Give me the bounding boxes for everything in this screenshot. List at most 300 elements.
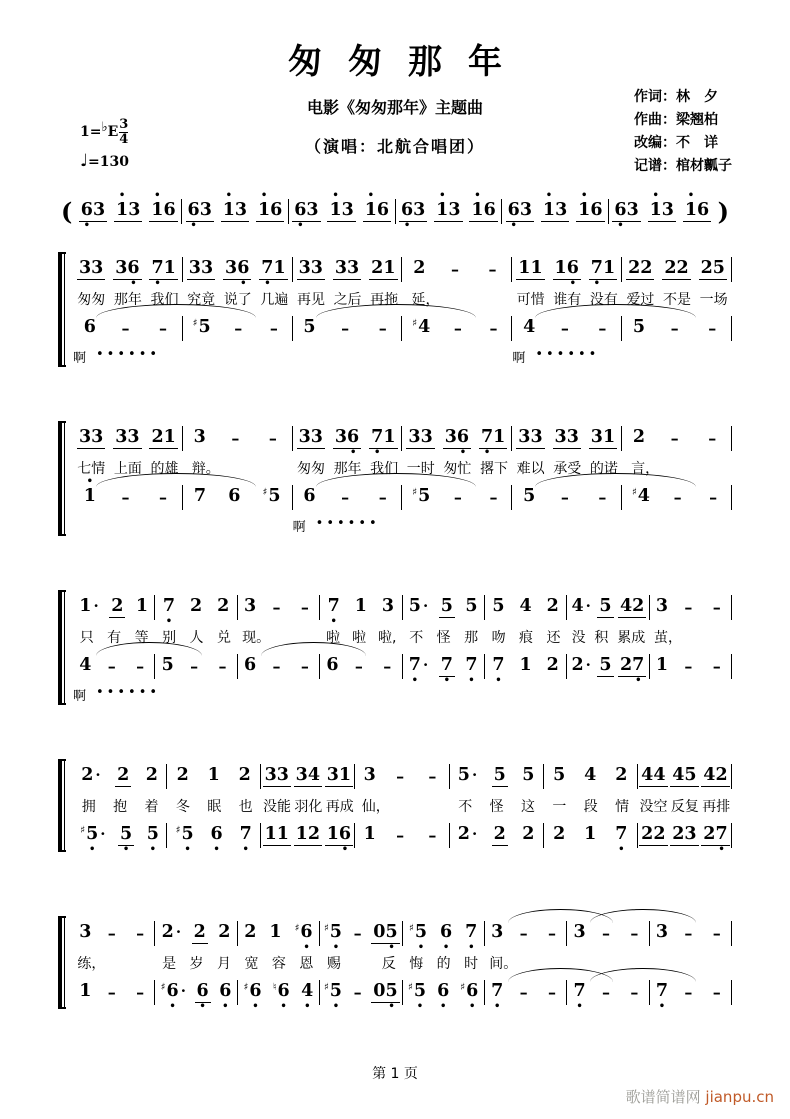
note-digit: 1 [363, 824, 376, 845]
sustain-dash: – [269, 318, 278, 338]
note-digit: 4 [79, 655, 92, 676]
note-digit: 2 [715, 764, 728, 785]
note-digit: 6 • [339, 824, 351, 846]
note-digit: 7 • [441, 655, 453, 677]
lyric-syllable [402, 796, 416, 816]
lyric-measure [485, 627, 567, 647]
note-cell [362, 765, 378, 787]
measure [73, 824, 166, 847]
lyric-syllable: 等 [134, 629, 149, 646]
note [715, 824, 727, 846]
lyric-syllable: 匆匆 [296, 460, 325, 477]
note [161, 981, 186, 1003]
note-digit: 3 [626, 199, 639, 220]
note-digit: 1 [354, 596, 367, 617]
lyric-syllable: 上面 [113, 460, 142, 477]
note-digit: 3 [79, 922, 92, 943]
measure [567, 655, 648, 678]
note [672, 824, 684, 846]
note-digit: 1 [493, 426, 506, 447]
measure [650, 922, 731, 944]
open-paren: ( [61, 196, 73, 226]
measure [638, 765, 731, 788]
note-cell [434, 200, 462, 223]
note-cell [517, 655, 533, 677]
lyric-syllable: 一场 [699, 291, 728, 308]
note-digit: 2 [81, 765, 94, 786]
note-cell [654, 596, 670, 618]
lyric-syllable [709, 458, 723, 478]
note-digit: 5 [465, 596, 478, 617]
note [147, 824, 159, 846]
note-cell [411, 258, 427, 280]
note-digit: 2 [640, 257, 653, 278]
lyric-syllable: 的雄 [150, 460, 179, 477]
note-digit: 3 [193, 427, 206, 448]
note-digit: 6 • [300, 922, 312, 944]
note [371, 427, 383, 449]
note-cell [216, 922, 232, 944]
sharp-icon: ♯ [631, 487, 637, 499]
note [79, 655, 91, 677]
lyric-syllable: 一时 [406, 460, 435, 477]
note-cell [174, 824, 196, 846]
sustain-dash: – [353, 923, 362, 943]
note [684, 765, 696, 787]
note [632, 486, 650, 508]
lyric-syllable: 再成 [325, 798, 354, 815]
lyric-measure [512, 458, 622, 478]
note-cell [192, 427, 208, 449]
note-cell [541, 200, 569, 223]
note [591, 258, 603, 280]
note-digit: 1 [383, 426, 396, 447]
note [664, 258, 676, 280]
augmentation-dot: · [422, 597, 429, 616]
note-cell [553, 427, 581, 450]
note-digit: 1 [530, 257, 543, 278]
note-cell [113, 258, 141, 281]
lyric-syllable: 承受 [553, 460, 582, 477]
sustain-dash: – [341, 318, 350, 338]
note [385, 922, 397, 944]
lyric-syllable [691, 627, 705, 647]
note [243, 981, 261, 1003]
measure [622, 427, 731, 449]
note [530, 258, 542, 280]
key-note: E [107, 124, 119, 141]
note-digit: 7 • [261, 258, 273, 280]
lyric-syllable: 抱 [113, 798, 128, 815]
note [385, 981, 397, 1003]
note [91, 427, 103, 449]
system-content [73, 759, 732, 852]
sustain-dash: – [670, 318, 679, 338]
note-cell [699, 258, 727, 281]
measure [238, 655, 319, 677]
note-digit: 7 • [632, 655, 644, 677]
score-header [58, 34, 732, 194]
note-digit: 2 [218, 922, 231, 943]
sustain-dash: – [159, 318, 168, 338]
lyric-measure [73, 627, 155, 647]
note-cell [322, 922, 344, 944]
note [382, 596, 394, 618]
note-digit: 6 • [188, 200, 200, 222]
note-digit: 3 [413, 199, 426, 220]
note [81, 765, 100, 787]
note [373, 922, 385, 944]
note-cell [492, 765, 508, 788]
note-digit: 1 [163, 257, 176, 278]
note-cell [77, 427, 105, 450]
lyric-measure [622, 289, 732, 309]
note-digit: 3 [310, 257, 323, 278]
note-digit: 2 [371, 257, 384, 278]
lyric-syllable [457, 289, 471, 309]
voice-line [73, 480, 732, 514]
note-digit: 7 • [715, 824, 727, 846]
note [653, 765, 665, 787]
note [115, 258, 127, 280]
note-cell [489, 922, 505, 944]
note-cell [597, 596, 613, 619]
note [151, 200, 163, 222]
note [200, 200, 212, 222]
note-digit: 3 [326, 764, 339, 785]
measure [261, 765, 354, 788]
lyric-syllable [302, 627, 316, 647]
note [164, 427, 176, 449]
note-cell [701, 824, 729, 847]
measure [155, 655, 236, 677]
note [377, 200, 389, 222]
note-cell [670, 765, 698, 788]
note-digit: 2 [546, 655, 559, 676]
note [458, 765, 477, 787]
note-cell [77, 596, 100, 618]
note [543, 200, 555, 222]
note-cell [670, 824, 698, 847]
note [146, 765, 158, 787]
note-digit: 3 [276, 764, 289, 785]
lyric-syllable: 赐 [326, 955, 341, 972]
lyric-measure [238, 627, 320, 647]
note-digit: 3 [655, 922, 668, 943]
lyric-syllable: 究竟 [187, 291, 216, 308]
note-digit: 1 [326, 823, 339, 844]
note-digit: 1 [79, 981, 92, 1002]
note-cell [263, 765, 291, 788]
note-digit: 6 [590, 199, 603, 220]
measure [403, 981, 484, 1003]
note-cell [77, 655, 93, 677]
note-cell [82, 317, 98, 339]
lyric-syllable: 说了 [223, 291, 252, 308]
sustain-dash: – [489, 318, 498, 338]
note-cell [520, 824, 536, 846]
sharp-icon: ♯ [323, 982, 329, 994]
note-cell [324, 655, 340, 677]
note [299, 258, 311, 280]
note-digit: 5 [522, 765, 535, 786]
sustain-dash: – [712, 656, 721, 676]
note-digit: 0 [373, 980, 386, 1001]
sustain-dash: – [673, 487, 682, 507]
note-digit: 5 • [330, 922, 342, 944]
note-digit: • 1 [650, 200, 662, 222]
note [327, 824, 339, 846]
note [656, 655, 668, 677]
note-cell [443, 427, 471, 450]
note-cell [159, 981, 188, 1003]
sustain-dash: – [548, 982, 557, 1002]
watermark-domain-link[interactable]: jianpu.cn [705, 1088, 774, 1106]
note [465, 596, 477, 618]
note [239, 765, 251, 787]
note-digit: 6 • [167, 981, 179, 1003]
note-digit: 4 [307, 764, 321, 785]
note [703, 824, 715, 846]
note [599, 655, 611, 677]
lyric-measure [512, 347, 622, 366]
system-bracket [58, 916, 66, 1009]
note [584, 765, 596, 787]
note-digit: 4 [653, 764, 666, 785]
note-cell [226, 486, 242, 508]
note-digit: 2 [493, 823, 506, 844]
note [633, 427, 645, 449]
time-numerator: 3 [119, 117, 129, 132]
note-cell [438, 922, 454, 944]
sustain-dash: – [136, 656, 145, 676]
note-digit: 3 [264, 764, 277, 785]
lyric-measure [167, 796, 261, 816]
measure [450, 824, 543, 847]
note-digit: 7 • [656, 981, 668, 1003]
sustain-dash: – [231, 428, 240, 448]
note [277, 824, 289, 846]
note [208, 765, 220, 787]
note [244, 655, 256, 677]
note [715, 765, 727, 787]
measure [355, 824, 448, 846]
note-digit: 5 • [330, 981, 342, 1003]
lyric-syllable: 七情 [77, 460, 106, 477]
sustain-dash: – [670, 428, 679, 448]
note-digit: 1 [163, 426, 176, 447]
note [484, 200, 496, 222]
note-digit: 5 [599, 595, 612, 616]
note-digit: 3 [243, 596, 257, 617]
measure [512, 258, 621, 281]
note-cell [406, 981, 428, 1003]
note-cell [371, 981, 399, 1004]
note-digit: • 1 [543, 200, 555, 222]
sharp-icon: ♯ [192, 318, 198, 330]
note [265, 765, 277, 787]
note-digit: 6 • [211, 824, 223, 846]
measure [567, 981, 648, 1003]
note-digit: 2 [145, 765, 158, 786]
measure [485, 596, 566, 618]
note-digit: 2 [111, 595, 124, 616]
lyric-syllable: 段 [583, 798, 598, 815]
note-digit: 6 • [508, 200, 520, 222]
note-cell [327, 200, 355, 223]
lyric-syllable: 再见 [296, 291, 325, 308]
note-digit: 2 [546, 596, 559, 617]
lyric-syllable: 时 [464, 955, 479, 972]
note-cell [571, 922, 587, 944]
lyric-syllable: 还 [546, 629, 561, 646]
note [620, 596, 632, 618]
note [662, 200, 674, 222]
note-digit: 6 [243, 655, 257, 676]
note-digit: 7 • [573, 981, 585, 1003]
note-cell [456, 824, 479, 846]
note-digit: 6 • [249, 981, 261, 1003]
system [58, 916, 732, 1009]
note-digit: 0 [373, 921, 386, 942]
lyric-measure [650, 627, 732, 647]
note [518, 258, 530, 280]
sustain-dash: – [268, 428, 277, 448]
note-cell [267, 922, 283, 944]
lyric-syllable: 辩。 [191, 460, 220, 477]
note-cell [363, 200, 391, 223]
lyric-line-upper [73, 286, 732, 311]
barline [731, 595, 732, 620]
system [58, 252, 732, 367]
note [584, 824, 596, 846]
measure [485, 922, 566, 944]
note [491, 922, 503, 944]
note [703, 765, 715, 787]
note-cell [192, 486, 208, 508]
note-cell [654, 981, 670, 1003]
note-cell [294, 765, 322, 788]
note [193, 317, 211, 339]
measure [638, 824, 731, 847]
note [571, 596, 590, 618]
sustain-dash: – [383, 656, 392, 676]
measure [183, 258, 292, 281]
lyric-syllable: 匆匆 [77, 291, 106, 308]
lyric-measure [403, 627, 485, 647]
lyric-syllable: 别 [162, 629, 177, 646]
note-cell [353, 596, 369, 618]
note-cell [149, 200, 177, 223]
lyric-syllable: 言， [631, 460, 660, 477]
note-cell [188, 596, 204, 618]
note-digit: 2 [161, 922, 174, 943]
note-cell [613, 824, 629, 846]
note-cell [322, 981, 344, 1003]
note [555, 200, 567, 222]
lyric-syllable: 撂下 [480, 460, 508, 477]
note-digit: 1 [383, 257, 396, 278]
note-digit: 6 • [466, 981, 478, 1003]
note [628, 258, 640, 280]
note [117, 765, 129, 787]
note [301, 981, 313, 1003]
measure [73, 258, 182, 281]
measure [650, 655, 731, 677]
note-cell [175, 765, 191, 787]
note-cell [569, 596, 592, 618]
note [327, 765, 339, 787]
note-cell [297, 258, 325, 281]
note [640, 258, 652, 280]
note-cell [406, 427, 434, 450]
measure [155, 981, 236, 1004]
sustain-dash: – [136, 923, 145, 943]
note-digit: 1 [584, 824, 597, 845]
sustain-dash: – [709, 487, 718, 507]
note-cell [160, 922, 183, 944]
note [235, 200, 247, 222]
lyric-syllable: 冬 [175, 798, 190, 815]
note-cell [517, 596, 533, 618]
lyric-syllable: 是 [162, 955, 177, 972]
note [713, 258, 725, 280]
note [614, 200, 626, 222]
note [547, 655, 559, 677]
note-cell [407, 655, 430, 677]
note-digit: 6 • [237, 258, 249, 280]
note-digit: 4 [523, 317, 536, 338]
lyric-measure [320, 627, 402, 647]
note [335, 427, 347, 449]
lyric-syllable [429, 796, 443, 816]
note-cell [79, 200, 107, 223]
note-digit: 3 [298, 426, 311, 447]
note-digit: 7 • [465, 922, 477, 944]
voice-line [73, 975, 732, 1009]
note-cell [299, 981, 315, 1003]
augmentation-dot: · [175, 923, 182, 942]
measure [622, 317, 731, 339]
note-digit: • 1 [223, 200, 235, 222]
sustain-dash: – [272, 597, 281, 617]
lyric-syllable [354, 953, 368, 973]
note-cell [79, 765, 102, 787]
sustain-dash: – [378, 318, 387, 338]
tempo-value: =130 [88, 154, 129, 171]
note-cell [241, 981, 263, 1003]
note-digit: 4 [637, 486, 650, 507]
lyric-syllable: 不是 [663, 291, 692, 308]
note-cell [626, 258, 654, 281]
score-body [58, 194, 732, 1009]
note-cell [469, 200, 497, 223]
note-digit: 2 [653, 823, 666, 844]
note [270, 200, 282, 222]
note [401, 200, 413, 222]
sustain-dash: – [712, 923, 721, 943]
measure [512, 317, 621, 339]
watermark-site-name: 歌谱简谱网 [625, 1088, 701, 1106]
note-digit: 3 [363, 765, 376, 786]
note-digit: 6 • [567, 258, 579, 280]
note [421, 427, 433, 449]
note [311, 258, 323, 280]
barline [731, 485, 732, 510]
note-digit: 1 [338, 764, 352, 785]
note [460, 981, 478, 1003]
lyric-syllable: 那 [464, 629, 479, 646]
